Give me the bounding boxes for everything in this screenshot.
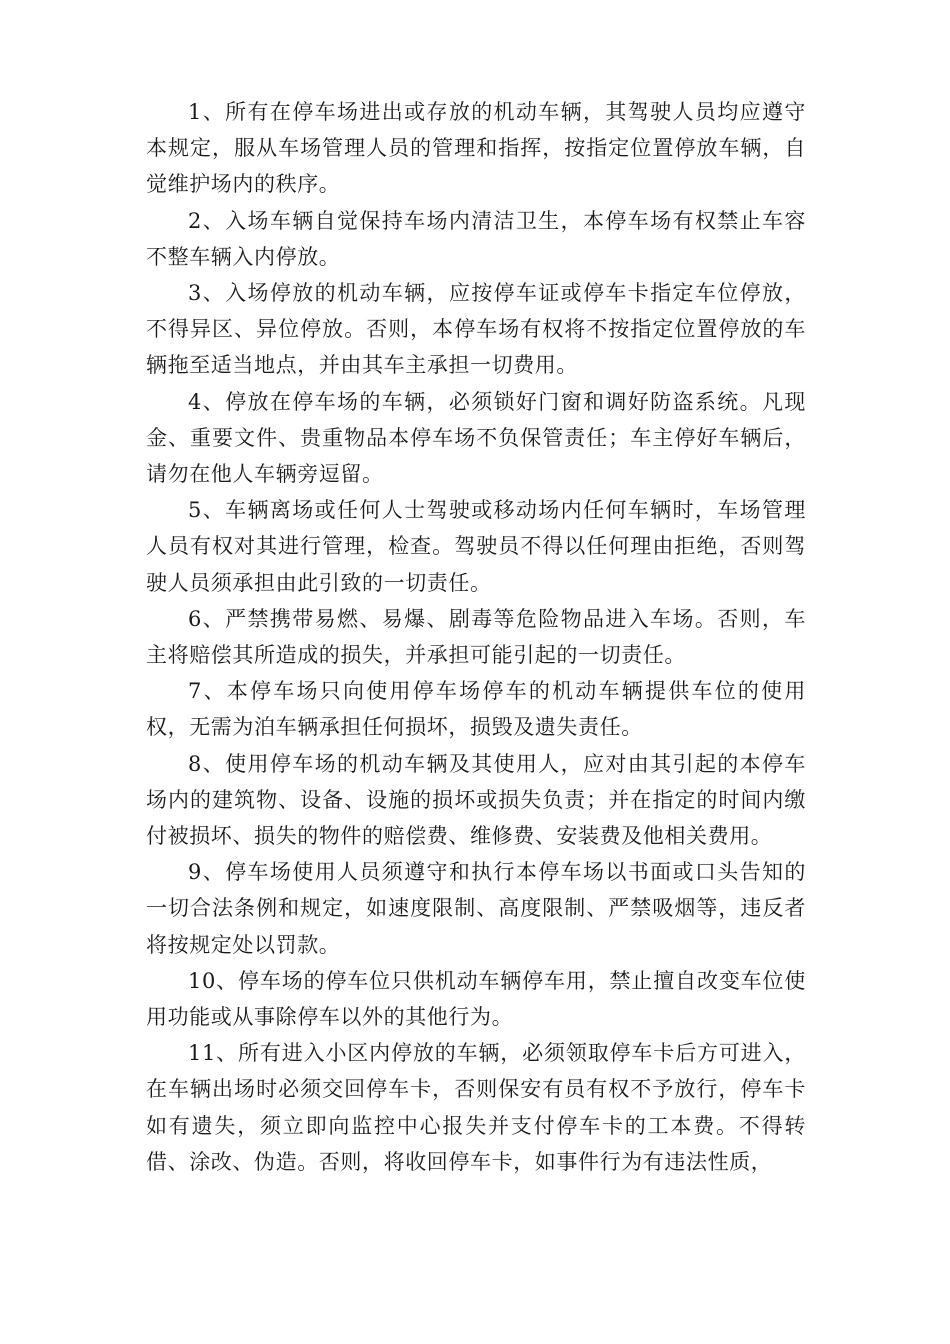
rule-paragraph-11: 11、所有进入小区内停放的车辆，必须领取停车卡后方可进入，在车辆出场时必须交回停车卡，否则保安有员有权不予放行，停车卡如有遗失，须立即向监控中心报失并支付停车卡的工本费。不得转借、涂改、伪造。否则，将收回停车卡，如事件行为有违法性质， (146, 1041, 806, 1174)
rule-paragraph-10: 10、停车场的停车位只供机动车辆停车用，禁止擅自改变车位使用功能或从事除停车以外的其他行为。 (146, 968, 806, 1030)
document-body (146, 94, 806, 1180)
rule-paragraph-6: 6、严禁携带易燃、易爆、剧毒等危险物品进入车场。否则，车主将赔偿其所造成的损失，并承担可能引起的一切责任。 (146, 606, 806, 668)
rule-paragraph-9: 9、停车场使用人员须遵守和执行本停车场以书面或口头告知的一切合法条例和规定，如速度限制、高度限制、严禁吸烟等，违反者将按规定处以罚款。 (146, 860, 806, 957)
rule-paragraph-8: 8、使用停车场的机动车辆及其使用人，应对由其引起的本停车场内的建筑物、设备、设施的损坏或损失负责；并在指定的时间内缴付被损坏、损失的物件的赔偿费、维修费、安装费及他相关费用。 (146, 751, 806, 849)
rule-paragraph-1: 1、所有在停车场进出或存放的机动车辆，其驾驶人员均应遵守本规定，服从车场管理人员的管理和指挥，按指定位置停放车辆，自觉维护场内的秩序。 (146, 100, 806, 197)
rule-paragraph-4: 4、停放在停车场的车辆，必须锁好门窗和调好防盗系统。凡现金、重要文件、贵重物品本停车场不负保管责任；车主停好车辆后，请勿在他人车辆旁逗留。 (146, 389, 806, 487)
rule-paragraph-5: 5、车辆离场或任何人士驾驶或移动场内任何车辆时，车场管理人员有权对其进行管理，检查。驾驶员不得以任何理由拒绝，否则驾驶人员须承担由此引致的一切责任。 (146, 498, 806, 595)
rule-paragraph-3: 3、入场停放的机动车辆，应按停车证或停车卡指定车位停放，不得异区、异位停放。否则，本停车场有权将不按指定位置停放的车辆拖至适当地点，并由其车主承担一切费用。 (146, 281, 806, 378)
rule-paragraph-2: 2、入场车辆自觉保持车场内清洁卫生，本停车场有权禁止车容不整车辆入内停放。 (146, 208, 806, 269)
rule-paragraph-7: 7、本停车场只向使用停车场停车的机动车辆提供车位的使用权，无需为泊车辆承担任何损坏，损毁及遗失责任。 (146, 679, 806, 740)
